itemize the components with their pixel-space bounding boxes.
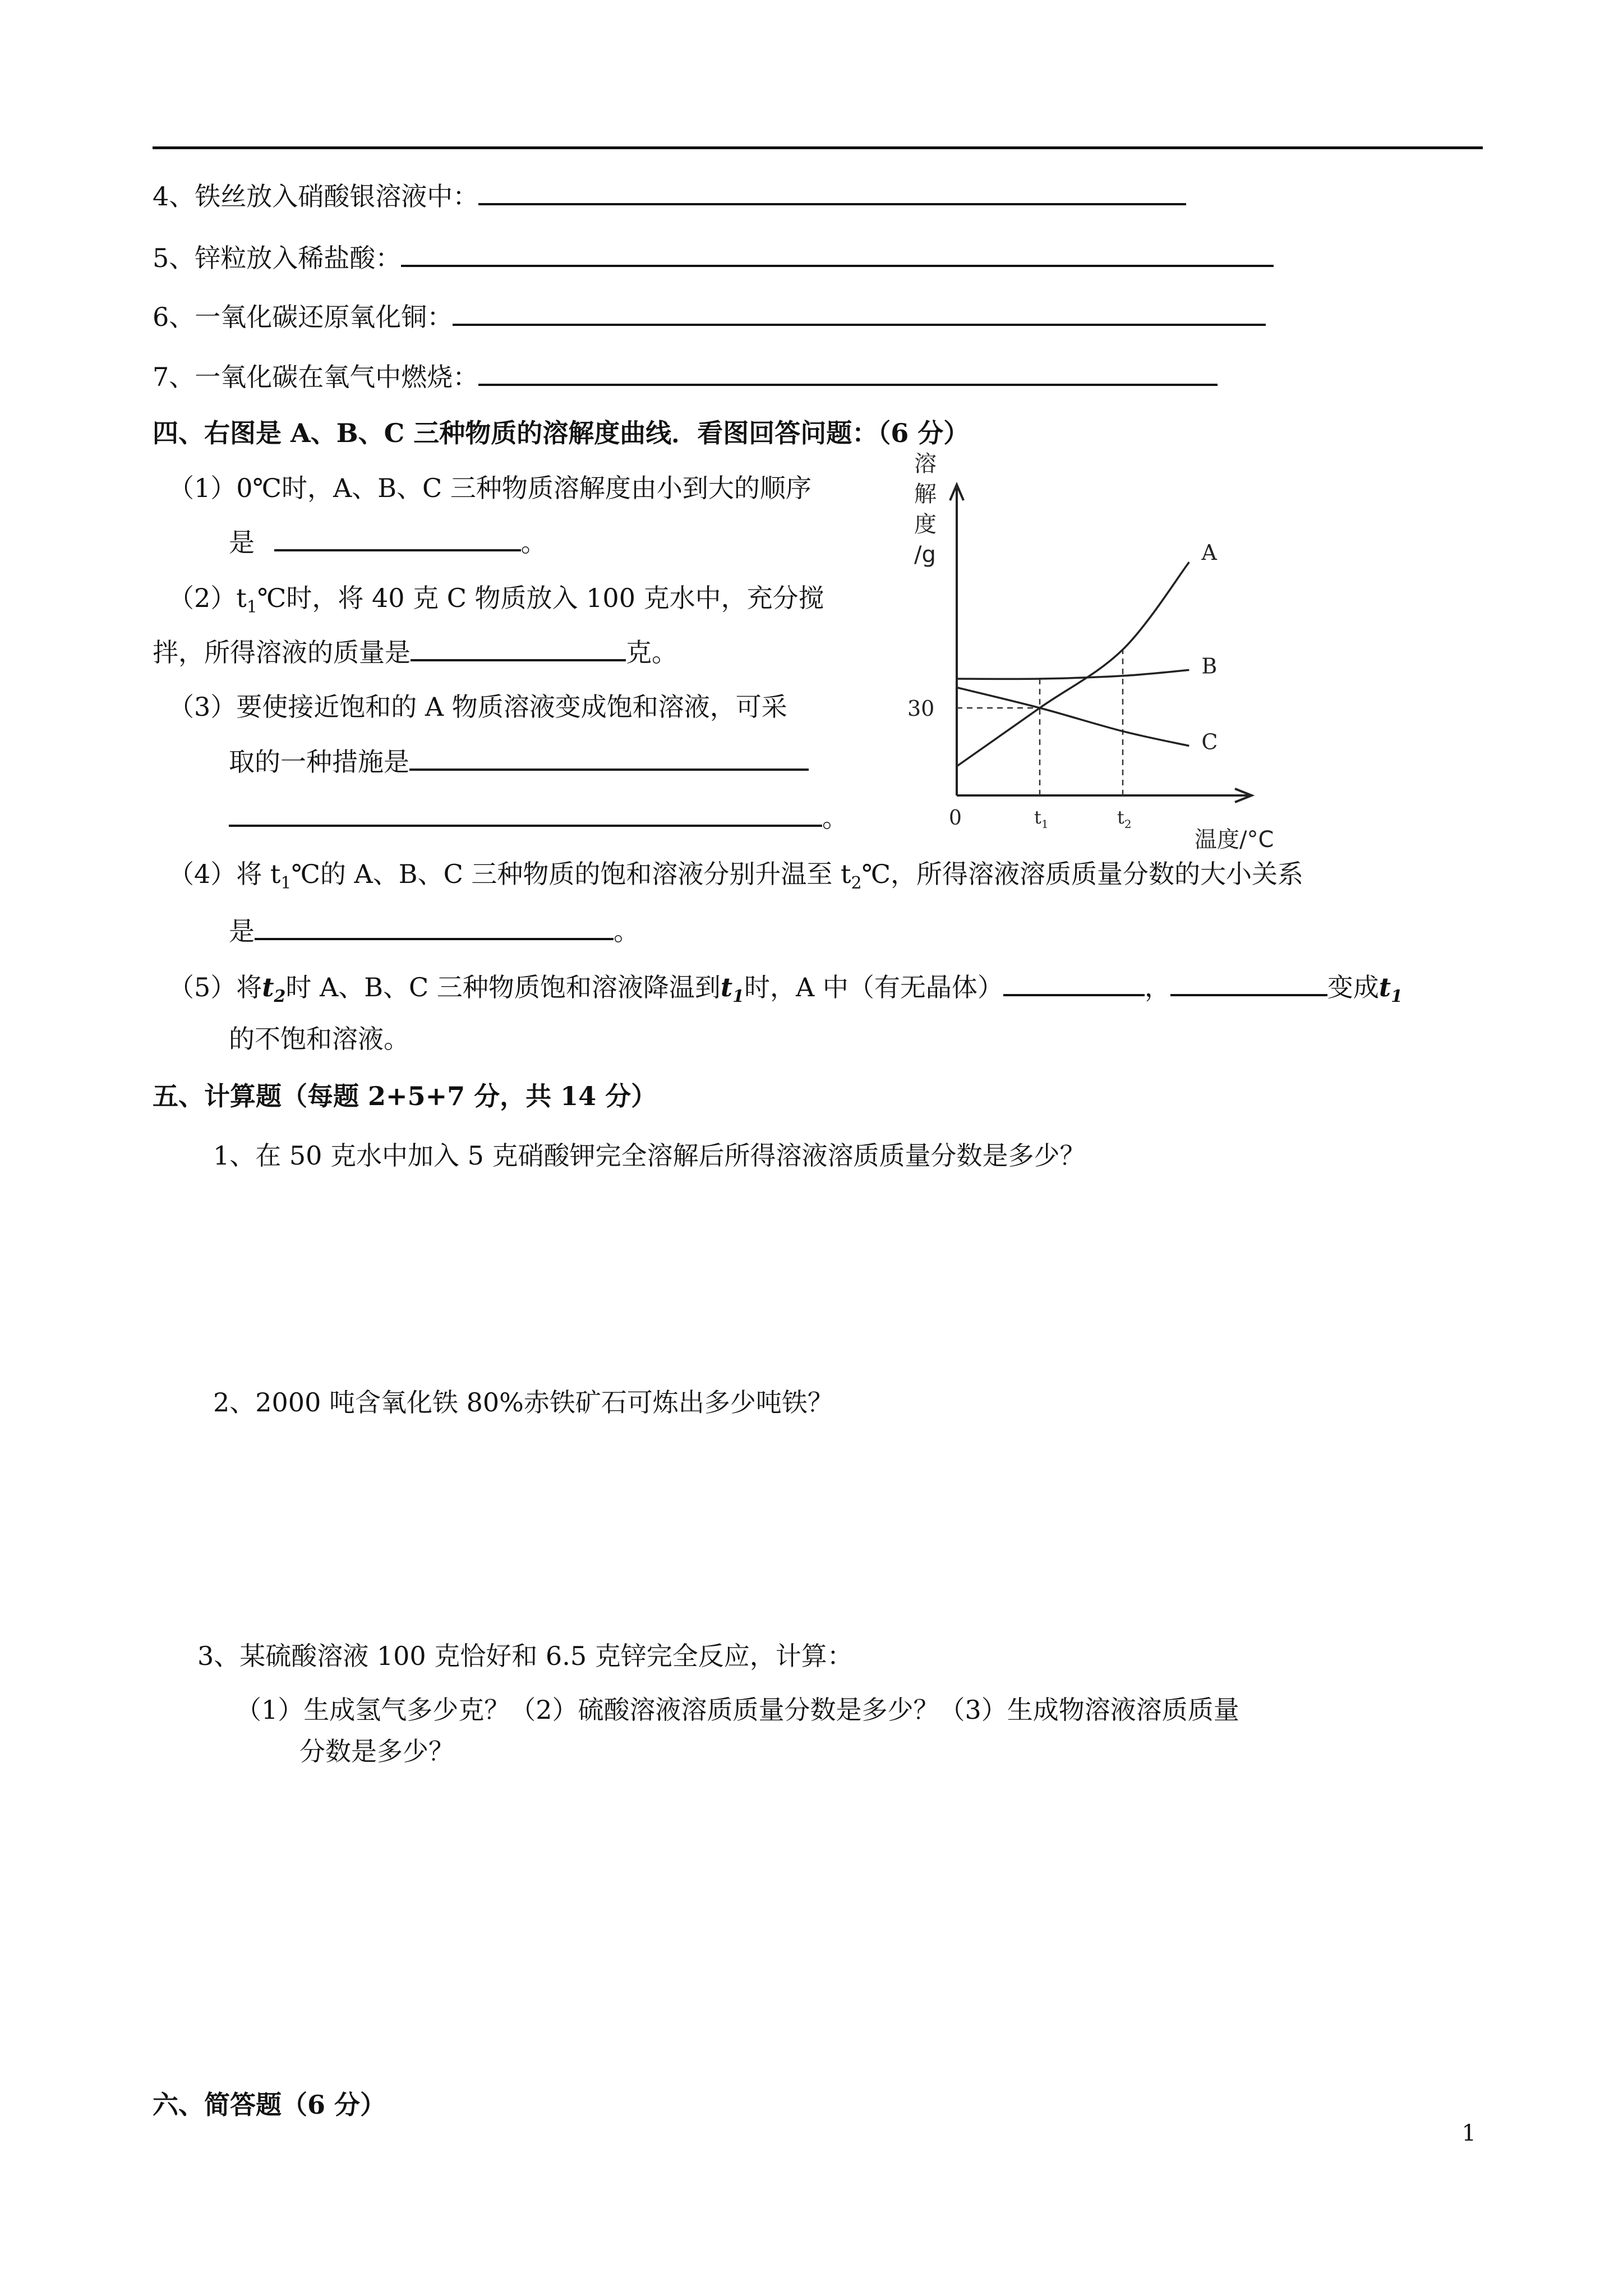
q5-blank-2[interactable] (1170, 969, 1327, 996)
q5-blank-1[interactable] (1003, 969, 1145, 996)
q2-blank[interactable] (411, 634, 626, 661)
x-axis-title: 温度/°C (1195, 827, 1274, 853)
chart-guides (957, 650, 1123, 795)
header-rule (153, 146, 1483, 149)
q2-subscript: 1 (246, 597, 257, 617)
calc-question-2: 2、2000 吨含氧化铁 80%赤铁矿石可炼出多少吨铁？ (213, 1387, 833, 1418)
equation-7-text: 7、一氧化碳在氧气中燃烧： (153, 362, 479, 392)
q1-suffix: 。 (520, 527, 547, 558)
equation-6-text: 6、一氧化碳还原氧化铜： (153, 302, 453, 332)
section-6-title: 六、简答题（6 分） (153, 2090, 386, 2120)
equation-7-blank[interactable] (478, 359, 1218, 386)
section-5-title: 五、计算题（每题 2+5+7 分，共 14 分） (153, 1081, 657, 1111)
equation-4-text: 4、铁丝放入硝酸银溶液中： (153, 181, 479, 211)
q5-t1: t (720, 972, 733, 1002)
q2-line2-text: 拌，所得溶液的质量是 (153, 637, 411, 668)
section-4-title: 四、右图是 A、B、C 三种物质的溶解度曲线．看图回答问题：（6 分） (153, 418, 970, 448)
q2-line2 (153, 634, 677, 669)
q2-prefix: （2）t (168, 583, 247, 613)
equation-4 (153, 178, 1186, 213)
q5-t1b: t (1378, 972, 1391, 1002)
q3-blank-2[interactable] (229, 800, 822, 827)
q5-text-2: 时 A、B、C 三种物质饱和溶液降温到 (285, 972, 721, 1002)
equation-5-blank[interactable] (401, 240, 1274, 267)
q2-unit: 克。 (626, 637, 677, 668)
solubility-chart (903, 449, 1329, 853)
q5-text-1: （5）将 (168, 972, 262, 1002)
curve-a (957, 562, 1189, 766)
page-number: 1 (1461, 2120, 1476, 2146)
equation-5 (153, 240, 1274, 275)
q5-t2-sub: 2 (274, 987, 286, 1006)
q2-line1 (168, 581, 824, 624)
equation-6 (153, 299, 1266, 334)
q5-line1 (168, 969, 1403, 1014)
q5-t2: t (262, 972, 274, 1002)
y-tick-30: 30 (907, 696, 935, 721)
q5-text-3: 时，A 中（有无晶体） (744, 972, 1003, 1002)
q1-line1: （1）0℃时，A、B、C 三种物质溶解度由小到大的顺序 (168, 473, 811, 503)
calc-question-3-parts: （1）生成氢气多少克？（2）硫酸溶液溶质质量分数是多少？（3）生成物溶液溶质质量 (236, 1695, 1239, 1725)
q3-line1: （3）要使接近饱和的 A 物质溶液变成饱和溶液，可采 (168, 692, 787, 722)
q5-comma: ， (1144, 972, 1170, 1002)
equation-4-blank[interactable] (478, 178, 1186, 205)
q3-blank-1[interactable] (409, 744, 809, 771)
q5-t1b-sub: 1 (1391, 987, 1403, 1006)
q5-line2: 的不饱和溶液。 (229, 1024, 409, 1054)
series-label-a: A (1201, 540, 1217, 565)
q4-text-3: ℃，所得溶液溶质质量分数的大小关系 (861, 859, 1304, 889)
q4-prefix: 是 (229, 916, 255, 946)
q3-line3 (229, 800, 848, 835)
chart-labels (907, 451, 1274, 853)
x-tick-t2: $t_2$ (1117, 807, 1132, 831)
equation-6-blank[interactable] (453, 299, 1266, 326)
q4-sub-2: 2 (851, 873, 862, 893)
x-tick-t1: $t_1$ (1034, 807, 1049, 831)
q5-t1-sub: 1 (732, 987, 744, 1006)
q4-text-1: （4）将 t (168, 859, 281, 889)
chart-axes (950, 485, 1252, 802)
q4-line2 (229, 913, 639, 948)
x-tick-0: 0 (949, 807, 962, 830)
y-axis-title-part-3: 度 (914, 512, 937, 537)
series-label-b: B (1201, 654, 1218, 679)
equation-7 (153, 359, 1218, 394)
q2-text: ℃时，将 40 克 C 物质放入 100 克水中，充分搅 (257, 583, 824, 613)
curve-b (957, 670, 1189, 679)
calc-question-3-parts-cont: 分数是多少？ (299, 1736, 454, 1766)
calc-question-1: 1、在 50 克水中加入 5 克硝酸钾完全溶解后所得溶液溶质质量分数是多少？ (213, 1140, 1086, 1171)
curve-c (957, 688, 1189, 746)
q3-line2-text: 取的一种措施是 (229, 747, 409, 777)
y-axis-title-part-2: 解 (914, 481, 937, 507)
solubility-chart-svg (903, 449, 1329, 853)
q1-line2 (229, 524, 547, 559)
q3-line2 (229, 744, 809, 779)
q3-suffix: 。 (822, 803, 848, 833)
q4-text-2: ℃的 A、B、C 三种物质的饱和溶液分别升温至 t (291, 859, 851, 889)
q1-prefix: 是 (229, 527, 255, 558)
y-axis-title-part-4: /g (914, 542, 936, 568)
q4-blank[interactable] (255, 913, 614, 940)
y-axis-title-part-1: 溶 (914, 451, 937, 477)
chart-series (957, 562, 1189, 766)
x-tick-t1-sub: 1 (1041, 817, 1049, 831)
q4-sub-1: 1 (280, 873, 292, 893)
q1-blank[interactable] (274, 524, 521, 551)
equation-5-text: 5、锌粒放入稀盐酸： (153, 243, 402, 273)
x-tick-t2-sub: 2 (1124, 817, 1132, 831)
q4-line1 (168, 857, 1303, 900)
calc-question-3: 3、某硫酸溶液 100 克恰好和 6.5 克锌完全反应，计算： (197, 1641, 853, 1671)
q4-suffix: 。 (614, 916, 639, 946)
series-label-c: C (1201, 729, 1218, 754)
q5-text-5: 变成 (1327, 972, 1379, 1002)
